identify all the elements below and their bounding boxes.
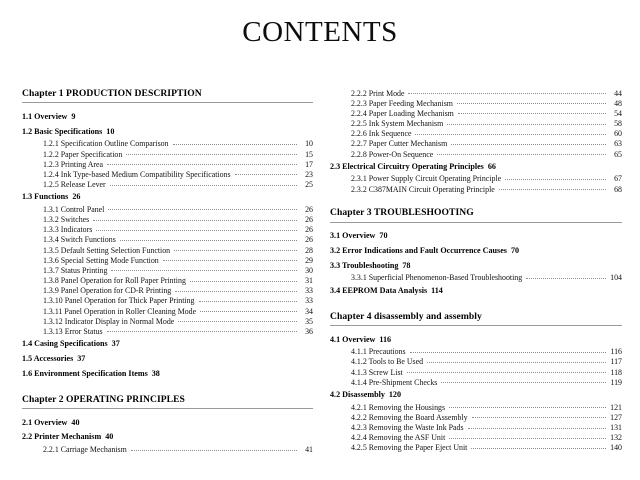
toc-entry-label: 1.3.8 Panel Operation for Roll Paper Printing [43, 276, 186, 286]
toc-entry-label: 1.3.6 Special Setting Mode Function [43, 255, 159, 265]
toc-entry-1-6-environment-specification-items[interactable] [22, 366, 313, 381]
chapter-title-chapter-2-operating-principles[interactable]: Chapter 2 OPERATING PRINCIPLES [22, 393, 185, 405]
toc-entry-page: 23 [305, 169, 313, 179]
toc-entry-2-3-2-c387main-circuit-operating-principle[interactable] [330, 184, 622, 194]
chapter-heading-block [330, 207, 622, 222]
toc-entry-label: 1.1 Overview [22, 111, 68, 121]
dot-leader [468, 427, 606, 429]
toc-entry-label: 4.2.4 Removing the ASF Unit [351, 433, 446, 443]
toc-entry-label: 2.2.3 Paper Feeding Mechanism [351, 98, 453, 108]
section-spacer [330, 194, 622, 207]
toc-entry-2-1-overview[interactable] [22, 415, 313, 430]
toc-entry-2-2-1-carriage-mechanism[interactable] [22, 445, 313, 455]
toc-entry-page: 33 [305, 296, 313, 306]
dot-leader [407, 371, 606, 373]
toc-entry-1-3-8-panel-operation-for-roll-paper-printing[interactable] [22, 276, 313, 286]
toc-entry-4-2-3-removing-the-waste-ink-pads[interactable] [330, 423, 622, 433]
toc-entry-1-3-functions[interactable] [22, 190, 313, 205]
toc-entry-3-3-troubleshooting[interactable] [330, 258, 622, 273]
toc-entry-label: 2.2.2 Print Mode [351, 88, 405, 98]
toc-entry-2-3-electrical-circuitry-operating-principles[interactable] [330, 159, 622, 174]
toc-entry-page: 41 [305, 445, 313, 455]
toc-entry-label: 1.3.5 Default Setting Selection Function [43, 245, 171, 255]
toc-entry-1-3-4-switch-functions[interactable] [22, 235, 313, 245]
dot-leader [457, 102, 606, 104]
toc-entry-label: 1.6 Environment Specification Items [22, 368, 148, 378]
chapter-title-chapter-4-disassembly-and-assembly[interactable]: Chapter 4 disassembly and assembly [330, 310, 482, 322]
toc-entry-page: 17 [305, 159, 313, 169]
chapter-divider [330, 325, 622, 326]
toc-entry-label: 1.4 Casing Specifications [22, 339, 108, 349]
dot-leader [410, 351, 606, 353]
dot-leader [111, 269, 297, 271]
dot-leader [93, 219, 297, 221]
toc-entry-page: 54 [614, 108, 622, 118]
toc-entry-label: 3.3 Troubleshooting [330, 260, 399, 270]
toc-column-right [313, 88, 640, 453]
toc-entry-page: 34 [305, 306, 313, 316]
toc-entry-1-2-4-ink-type-based-medium-compatibility-specif[interactable] [22, 169, 313, 179]
toc-entry-1-2-2-paper-specification[interactable] [22, 149, 313, 159]
toc-entry-1-3-5-default-setting-selection-function[interactable] [22, 245, 313, 255]
chapter-heading-block [330, 311, 622, 326]
dot-leader [441, 381, 606, 383]
toc-entry-page: 44 [614, 88, 622, 98]
toc-entry-label: 2.2.1 Carriage Mechanism [43, 445, 127, 455]
toc-entry-page: 70 [379, 231, 388, 241]
toc-entry-page: 29 [305, 255, 313, 265]
dot-leader [437, 153, 606, 155]
dot-leader [126, 153, 297, 155]
dot-leader [107, 163, 297, 165]
toc-entry-1-3-12-indicator-display-in-normal-mode[interactable] [22, 316, 313, 326]
toc-entry-4-2-4-removing-the-asf-unit[interactable] [330, 433, 622, 443]
toc-columns [0, 88, 640, 455]
chapter-heading-block [22, 88, 313, 103]
section-spacer [22, 381, 313, 394]
dot-leader [449, 437, 606, 439]
toc-entry-label: 1.3.13 Error Status [43, 326, 103, 336]
dot-leader [408, 92, 606, 94]
dot-leader [107, 330, 297, 332]
dot-leader [427, 361, 606, 363]
dot-leader [472, 416, 606, 418]
toc-entry-label: 2.2.8 Power-On Sequence [351, 149, 434, 159]
toc-entry-page: 48 [614, 98, 622, 108]
toc-entry-1-2-5-release-lever[interactable] [22, 179, 313, 189]
dot-leader [200, 310, 297, 312]
toc-entry-4-1-2-tools-to-be-used[interactable] [330, 357, 622, 367]
toc-entry-page: 68 [614, 184, 622, 194]
toc-entry-label: 1.3.3 Indicators [43, 225, 93, 235]
toc-entry-label: 1.2 Basic Specifications [22, 126, 103, 136]
dot-leader [199, 300, 297, 302]
toc-entry-label: 3.2 Error Indications and Fault Occurrence Causes [330, 245, 507, 255]
toc-entry-label: 3.3.1 Superficial Phenomenon-Based Troubleshooting [351, 273, 523, 283]
toc-entry-4-1-overview[interactable] [330, 332, 622, 347]
toc-entry-4-1-4-pre-shipment-checks[interactable] [330, 377, 622, 387]
toc-entry-2-2-2-print-mode[interactable] [330, 88, 622, 98]
toc-entry-label: 4.1.1 Precautions [351, 347, 406, 357]
dot-leader [175, 290, 297, 292]
chapter-divider [22, 102, 313, 103]
toc-entry-page: 114 [431, 285, 443, 295]
toc-entry-page: 118 [610, 367, 622, 377]
chapter-title-chapter-3-troubleshooting[interactable]: Chapter 3 TROUBLESHOOTING [330, 207, 474, 219]
toc-entry-page: 104 [610, 273, 622, 283]
toc-entry-label: 1.2.3 Printing Area [43, 159, 104, 169]
toc-entry-1-3-13-error-status[interactable] [22, 326, 313, 336]
toc-entry-label: 4.2.3 Removing the Waste Ink Pads [351, 423, 464, 433]
chapter-heading-block [22, 394, 313, 409]
toc-entry-3-4-eeprom-data-analysis[interactable] [330, 283, 622, 298]
toc-entry-3-2-error-indications-and-fault-occurrence-cause[interactable] [330, 243, 622, 258]
toc-entry-label: 1.3.2 Switches [43, 215, 90, 225]
toc-entry-4-1-1-precautions[interactable] [330, 347, 622, 357]
toc-entry-page: 26 [305, 235, 313, 245]
toc-entry-page: 116 [610, 347, 622, 357]
toc-column-left [0, 88, 313, 455]
dot-leader [131, 449, 297, 451]
toc-entry-label: 4.1.3 Screw List [351, 367, 403, 377]
toc-entry-page: 25 [305, 180, 313, 190]
toc-entry-page: 38 [151, 368, 160, 378]
toc-entry-page: 117 [610, 357, 622, 367]
toc-entry-page: 121 [610, 402, 622, 412]
toc-entry-page: 65 [614, 149, 622, 159]
toc-entry-page: 35 [305, 316, 313, 326]
dot-leader [505, 178, 606, 180]
toc-entry-label: 4.1.2 Tools to Be Used [351, 357, 424, 367]
toc-entry-page: 127 [610, 412, 622, 422]
toc-entry-label: 2.1 Overview [22, 417, 68, 427]
toc-entry-1-3-1-control-panel[interactable] [22, 204, 313, 214]
toc-entry-label: 4.2.1 Removing the Housings [351, 402, 446, 412]
dot-leader [108, 208, 297, 210]
toc-entry-label: 1.2.4 Ink Type-based Medium Compatibility Specifications [43, 169, 231, 179]
toc-entry-page: 131 [610, 423, 622, 433]
toc-entry-label: 1.2.2 Paper Specification [43, 149, 123, 159]
toc-entry-label: 1.3.11 Panel Operation in Roller Cleaning Mode [43, 306, 197, 316]
toc-entry-page: 30 [305, 265, 313, 275]
toc-entry-label: 2.3 Electrical Circuitry Operating Principles [330, 161, 484, 171]
toc-entry-1-3-6-special-setting-mode-function[interactable] [22, 255, 313, 265]
toc-entry-1-2-3-printing-area[interactable] [22, 159, 313, 169]
dot-leader [96, 229, 297, 231]
toc-entry-1-3-3-indicators[interactable] [22, 225, 313, 235]
toc-entry-label: 2.3.1 Power Supply Circuit Operating Principle [351, 174, 502, 184]
toc-entry-page: 40 [105, 432, 114, 442]
toc-entry-page: 26 [305, 204, 313, 214]
dot-leader [178, 320, 297, 322]
toc-entry-label: 4.2.5 Removing the Paper Eject Unit [351, 443, 468, 453]
toc-entry-label: 2.2.5 Ink System Mechanism [351, 119, 444, 129]
dot-leader [415, 133, 606, 135]
toc-entry-1-4-casing-specifications[interactable] [22, 337, 313, 352]
toc-entry-1-3-7-status-printing[interactable] [22, 265, 313, 275]
toc-entry-page: 28 [305, 245, 313, 255]
toc-entry-label: 2.2.7 Paper Cutter Mechanism [351, 139, 448, 149]
toc-entry-label: 2.2.6 Ink Sequence [351, 129, 412, 139]
toc-entry-1-2-basic-specifications[interactable] [22, 124, 313, 139]
toc-entry-label: 3.4 EEPROM Data Analysis [330, 285, 428, 295]
toc-entry-4-2-disassembly[interactable] [330, 387, 622, 402]
toc-entry-2-2-8-power-on-sequence[interactable] [330, 149, 622, 159]
toc-entry-2-3-1-power-supply-circuit-operating-principle[interactable] [330, 174, 622, 184]
dot-leader [174, 249, 297, 251]
toc-entry-page: 31 [305, 276, 313, 286]
toc-entry-1-5-accessories[interactable] [22, 351, 313, 366]
dot-leader [235, 173, 297, 175]
toc-entry-label: 2.2.4 Paper Loading Mechanism [351, 108, 454, 118]
chapter-divider [330, 222, 622, 223]
toc-entry-page: 132 [610, 433, 622, 443]
chapter-title-chapter-1-production-description[interactable]: Chapter 1 PRODUCTION DESCRIPTION [22, 88, 202, 99]
toc-entry-2-2-5-ink-system-mechanism[interactable] [330, 119, 622, 129]
toc-entry-3-3-1-superficial-phenomenon-based-troubleshooti[interactable] [330, 273, 622, 283]
toc-entry-2-2-printer-mechanism[interactable] [22, 430, 313, 445]
toc-entry-page: 120 [388, 390, 402, 400]
toc-entry-4-2-2-removing-the-board-assembly[interactable] [330, 412, 622, 422]
page-title: CONTENTS [242, 16, 398, 48]
dot-leader [173, 143, 297, 145]
toc-entry-page: 15 [305, 149, 313, 159]
toc-entry-label: 1.3.12 Indicator Display in Normal Mode [43, 316, 175, 326]
toc-entry-page: 10 [305, 139, 313, 149]
toc-entry-page: 10 [106, 126, 115, 136]
toc-entry-1-1-overview[interactable] [22, 109, 313, 124]
toc-entry-page: 33 [305, 286, 313, 296]
toc-entry-label: 1.2.5 Release Lever [43, 180, 106, 190]
toc-entry-page: 58 [614, 119, 622, 129]
chapter-divider [22, 408, 313, 409]
toc-entry-label: 4.1.4 Pre-Shipment Checks [351, 377, 438, 387]
toc-entry-page: 26 [305, 215, 313, 225]
toc-entry-page: 37 [111, 339, 120, 349]
toc-entry-page: 140 [610, 443, 622, 453]
toc-entry-label: 1.3.9 Panel Operation for CD-R Printing [43, 286, 172, 296]
toc-entry-1-3-2-switches[interactable] [22, 215, 313, 225]
toc-entry-page: 36 [305, 326, 313, 336]
toc-entry-label: 1.5 Accessories [22, 353, 74, 363]
dot-leader [120, 239, 297, 241]
toc-entry-2-2-4-paper-loading-mechanism[interactable] [330, 108, 622, 118]
toc-entry-page: 63 [614, 139, 622, 149]
toc-entry-4-1-3-screw-list[interactable] [330, 367, 622, 377]
toc-entry-label: 4.1 Overview [330, 334, 376, 344]
toc-entry-page: 40 [71, 417, 80, 427]
dot-leader [458, 112, 606, 114]
toc-entry-label: 1.3.7 Status Printing [43, 265, 108, 275]
toc-entry-label: 3.1 Overview [330, 231, 376, 241]
toc-entry-page: 9 [71, 111, 76, 121]
toc-entry-1-2-1-specification-outline-comparison[interactable] [22, 139, 313, 149]
toc-entry-page: 119 [610, 377, 622, 387]
dot-leader [110, 184, 297, 186]
toc-entry-label: 4.2.2 Removing the Board Assembly [351, 412, 468, 422]
toc-entry-label: 1.3.4 Switch Functions [43, 235, 116, 245]
toc-entry-page: 78 [402, 260, 411, 270]
toc-entry-label: 1.3.1 Control Panel [43, 204, 105, 214]
toc-entry-2-2-7-paper-cutter-mechanism[interactable] [330, 139, 622, 149]
toc-entry-page: 60 [614, 129, 622, 139]
toc-entry-page: 66 [487, 161, 496, 171]
dot-leader [499, 188, 606, 190]
dot-leader [163, 259, 297, 261]
toc-entry-label: 1.2.1 Specification Outline Comparison [43, 139, 169, 149]
toc-entry-page: 116 [379, 334, 392, 344]
toc-entry-4-2-5-removing-the-paper-eject-unit[interactable] [330, 443, 622, 453]
toc-entry-page: 67 [614, 174, 622, 184]
toc-entry-1-3-11-panel-operation-in-roller-cleaning-mode[interactable] [22, 306, 313, 316]
toc-entry-2-2-3-paper-feeding-mechanism[interactable] [330, 98, 622, 108]
dot-leader [190, 280, 297, 282]
dot-leader [471, 447, 606, 449]
toc-entry-2-2-6-ink-sequence[interactable] [330, 129, 622, 139]
dot-leader [449, 406, 606, 408]
dot-leader [526, 277, 606, 279]
toc-entry-page: 70 [510, 245, 520, 255]
toc-entry-page: 37 [77, 353, 86, 363]
toc-entry-3-1-overview[interactable] [330, 229, 622, 244]
dot-leader [451, 143, 606, 145]
toc-entry-label: 1.3.10 Panel Operation for Thick Paper Printing [43, 296, 195, 306]
toc-entry-1-3-10-panel-operation-for-thick-paper-printing[interactable] [22, 296, 313, 306]
toc-entry-4-2-1-removing-the-housings[interactable] [330, 402, 622, 412]
section-spacer [330, 298, 622, 311]
toc-entry-page: 26 [305, 225, 313, 235]
dot-leader [447, 123, 606, 125]
toc-entry-label: 4.2 Disassembly [330, 390, 385, 400]
toc-entry-page: 26 [72, 192, 81, 202]
toc-entry-1-3-9-panel-operation-for-cd-r-printing[interactable] [22, 286, 313, 296]
toc-entry-label: 1.3 Functions [22, 192, 69, 202]
toc-entry-label: 2.3.2 C387MAIN Circuit Operating Principle [351, 184, 495, 194]
toc-entry-label: 2.2 Printer Mechanism [22, 432, 102, 442]
